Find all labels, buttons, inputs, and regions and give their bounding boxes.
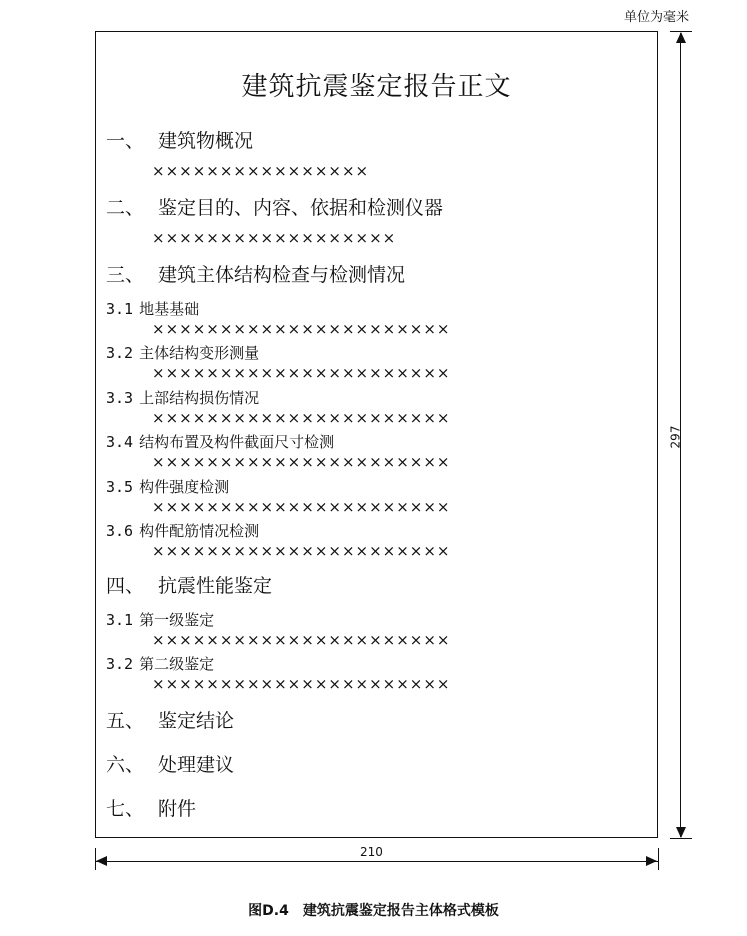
height-dimension-tick-bottom — [670, 838, 692, 839]
section-5 — [106, 706, 234, 733]
page-frame — [95, 31, 658, 838]
subsection-number: 3.1 — [106, 300, 134, 318]
subsection-3-4 — [106, 431, 334, 452]
section-number: 二、 — [106, 197, 145, 219]
section-heading: 建筑主体结构检查与检测情况 — [158, 264, 406, 286]
section-heading: 建筑物概况 — [158, 130, 254, 152]
section-1 — [106, 126, 253, 153]
subsection-heading: 结构布置及构件截面尺寸检测 — [139, 433, 335, 451]
subsection-4-2 — [106, 653, 214, 674]
subsection-heading: 地基基础 — [139, 300, 200, 318]
subsection-number: 3.4 — [106, 433, 134, 451]
arrow-right-icon — [646, 856, 657, 866]
height-dimension-label: 297 — [668, 425, 683, 449]
placeholder-text: ×××××××××××××××××××××× — [152, 409, 451, 427]
section-number: 六、 — [106, 754, 145, 776]
section-number: 三、 — [106, 264, 145, 286]
subsection-number: 3.2 — [106, 344, 134, 362]
section-heading: 鉴定目的、内容、依据和检测仪器 — [158, 197, 444, 219]
placeholder-text: ×××××××××××××××××××××× — [152, 453, 451, 471]
arrow-down-icon — [676, 827, 686, 838]
placeholder-text: ×××××××××××××××××××××× — [152, 364, 451, 382]
subsection-3-2 — [106, 342, 259, 363]
section-heading: 附件 — [158, 798, 197, 820]
subsection-number: 3.5 — [106, 478, 134, 496]
subsection-heading: 第二级鉴定 — [139, 655, 215, 673]
subsection-heading: 构件配筋情况检测 — [139, 522, 260, 540]
section-number: 七、 — [106, 798, 145, 820]
placeholder-text: ×××××××××××××××××××××× — [152, 542, 451, 560]
placeholder-text: ×××××××××××××××××××××× — [152, 675, 451, 693]
subsection-3-3 — [106, 387, 259, 408]
section-heading: 鉴定结论 — [158, 710, 235, 732]
placeholder-text: ×××××××××××××××××× — [152, 229, 397, 247]
width-dimension-line — [96, 861, 658, 862]
width-dimension-tick-right — [658, 848, 659, 870]
subsection-number: 3.3 — [106, 389, 134, 407]
arrow-up-icon — [676, 32, 686, 43]
arrow-left-icon — [96, 856, 107, 866]
placeholder-text: ×××××××××××××××× — [152, 162, 370, 180]
placeholder-text: ×××××××××××××××××××××× — [152, 498, 451, 516]
subsection-number: 3.6 — [106, 522, 134, 540]
subsection-heading: 第一级鉴定 — [139, 611, 215, 629]
placeholder-text: ×××××××××××××××××××××× — [152, 631, 451, 649]
subsection-heading: 上部结构损伤情况 — [139, 389, 260, 407]
section-number: 四、 — [106, 575, 145, 597]
section-4 — [106, 571, 272, 598]
document-title: 建筑抗震鉴定报告正文 — [241, 72, 512, 102]
section-number: 五、 — [106, 710, 145, 732]
subsection-3-6 — [106, 520, 259, 541]
subsection-4-1 — [106, 609, 214, 630]
subsection-heading: 构件强度检测 — [139, 478, 230, 496]
placeholder-text: ×××××××××××××××××××××× — [152, 320, 451, 338]
subsection-number: 3.2 — [106, 655, 134, 673]
subsection-3-5 — [106, 476, 229, 497]
subsection-heading: 主体结构变形测量 — [139, 344, 260, 362]
section-number: 一、 — [106, 130, 145, 152]
width-dimension-label: 210 — [360, 845, 383, 859]
subsection-number: 3.1 — [106, 611, 134, 629]
figure-caption: 图D.4 建筑抗震鉴定报告主体格式模板 — [248, 903, 499, 919]
section-heading: 抗震性能鉴定 — [158, 575, 273, 597]
section-heading: 处理建议 — [158, 754, 235, 776]
unit-note: 单位为毫米 — [623, 10, 689, 25]
section-3 — [106, 260, 405, 287]
section-6 — [106, 750, 234, 777]
section-7 — [106, 794, 196, 821]
subsection-3-1 — [106, 298, 199, 319]
section-2 — [106, 193, 443, 220]
